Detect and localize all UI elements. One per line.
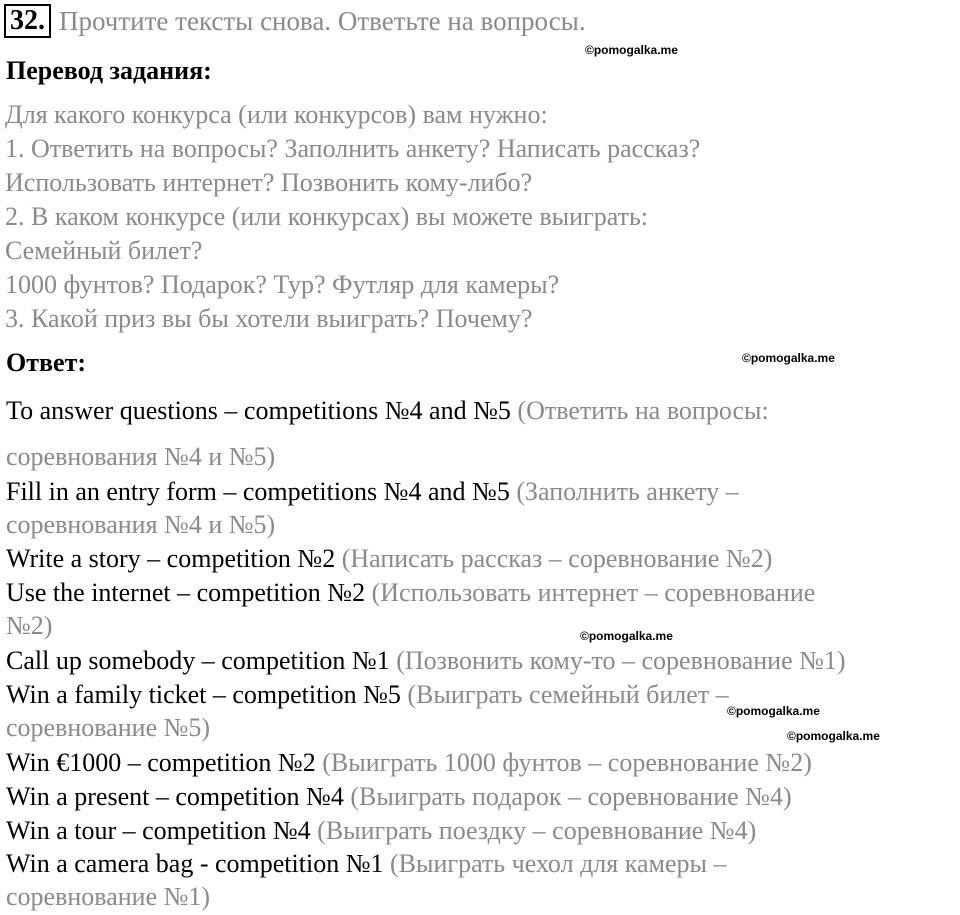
answer-line: Write a story – competition №2 (Написать рассказ – соревнование №2) <box>6 544 773 573</box>
answer-line: соревнования №4 и №5) <box>6 510 276 539</box>
answer-line: Fill in an entry form – competitions №4 and №5 (Заполнить анкету – <box>6 477 739 506</box>
answer-line: Use the internet – competition №2 (Использовать интернет – соревнование <box>6 578 816 607</box>
answer-heading: Ответ: <box>6 348 87 377</box>
translation-heading: Перевод задания: <box>6 56 212 85</box>
answer-line: №2) <box>6 611 53 640</box>
answer-line: To answer questions – competitions №4 and №5 (Ответить на вопросы: <box>6 396 769 425</box>
task-instruction: Прочтите тексты снова. Ответьте на вопросы. <box>59 5 586 36</box>
watermark: ©pomogalka.me <box>580 629 673 643</box>
answer-line: соревнования №4 и №5) <box>6 442 276 471</box>
translation-line: 2. В каком конкурсе (или конкурсах) вы можете выиграть: <box>5 202 649 231</box>
answer-line: соревнование №1) <box>6 882 211 911</box>
watermark: ©pomogalka.me <box>787 729 880 743</box>
answer-line: Win €1000 – competition №2 (Выиграть 1000 фунтов – соревнование №2) <box>6 748 812 777</box>
translation-line: 3. Какой приз вы бы хотели выиграть? Почему? <box>5 304 533 333</box>
translation-line: Семейный билет? <box>5 236 203 265</box>
answer-line: Call up somebody – competition №1 (Позвонить кому-то – соревнование №1) <box>6 646 846 675</box>
answer-line: Win a present – competition №4 (Выиграть подарок – соревнование №4) <box>6 782 792 811</box>
translation-line: Использовать интернет? Позвонить кому-либо? <box>5 168 533 197</box>
watermark: ©pomogalka.me <box>742 351 835 365</box>
translation-line: Для какого конкурса (или конкурсов) вам нужно: <box>5 100 548 129</box>
translation-line: 1000 фунтов? Подарок? Тур? Футляр для камеры? <box>5 270 560 299</box>
answer-line: Win a family ticket – competition №5 (Выиграть семейный билет – <box>6 680 729 709</box>
watermark: ©pomogalka.me <box>727 704 820 718</box>
translation-line: 1. Ответить на вопросы? Заполнить анкету? Написать рассказ? <box>5 134 701 163</box>
task-header <box>4 3 586 39</box>
watermark: ©pomogalka.me <box>585 43 678 57</box>
task-number: 32. <box>4 4 51 38</box>
answer-line: Win a camera bag - competition №1 (Выиграть чехол для камеры – <box>6 849 727 878</box>
answer-line: соревнование №5) <box>6 713 211 742</box>
answer-line: Win a tour – competition №4 (Выиграть поездку – соревнование №4) <box>6 816 757 845</box>
